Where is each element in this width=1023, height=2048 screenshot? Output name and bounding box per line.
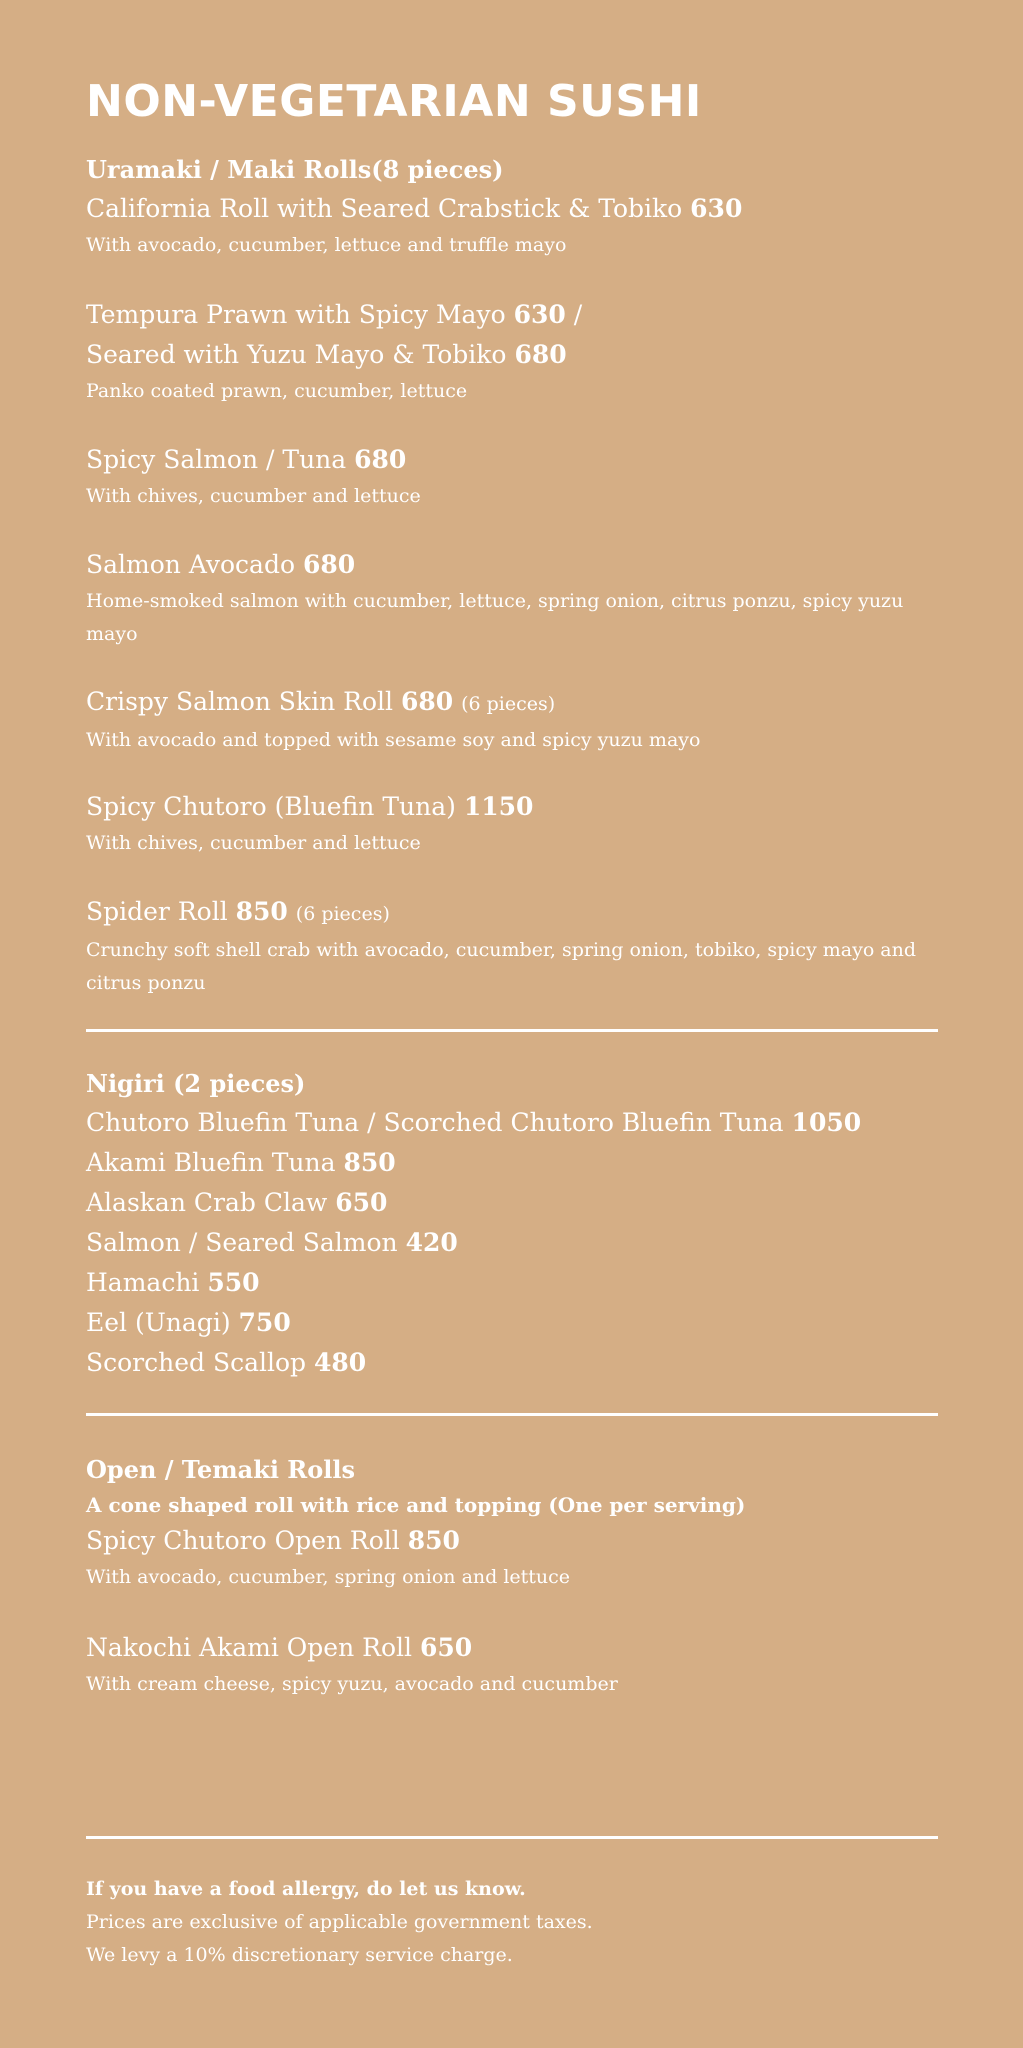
item-name: California Roll with Seared Crabstick & Tobiko [86,194,683,223]
menu-item-spicy-chutoro [86,787,938,860]
item-name: Akami Bluefin Tuna [86,1148,336,1177]
item-name: Spicy Chutoro Open Roll [86,1526,400,1555]
item-description: With chives, cucumber and lettuce [86,832,421,854]
item-line [86,1628,938,1668]
nigiri-item-scallop [86,1343,938,1383]
item-price: 1050 [791,1108,862,1137]
item-name: Scorched Scallop [86,1348,307,1377]
item-description: With chives, cucumber and lettuce [86,485,421,507]
item-price: 630 [690,194,743,223]
item-price: 630 [513,300,566,329]
menu-item-tempura-prawn [86,295,938,408]
item-price: 420 [405,1228,458,1257]
section-divider [86,1029,938,1032]
item-description: With avocado, cucumber, lettuce and truffle mayo [86,234,567,256]
item-name: Salmon / Seared Salmon [86,1228,398,1257]
item-price: 680 [354,445,407,474]
temaki-subheading: A cone shaped roll with rice and topping (One per serving) [86,1493,746,1517]
temaki-heading: Open / Temaki Rolls [86,1455,356,1484]
item-description: With cream cheese, spicy yuzu, avocado and cucumber [86,1673,618,1695]
nigiri-section [86,1065,938,1383]
item-description: Panko coated prawn, cucumber, lettuce [86,380,468,402]
section-divider [86,1413,938,1416]
item-line [86,892,938,934]
item-line [86,545,938,585]
item-name: Crispy Salmon Skin Roll [86,687,393,716]
item-name: Nakochi Akami Open Roll [86,1633,412,1662]
footer-notes [86,1873,938,1972]
nigiri-heading: Nigiri (2 pieces) [86,1069,306,1098]
item-price: 850 [343,1148,396,1177]
item-price: 680 [400,687,454,716]
item-name: Eel (Unagi) [86,1308,231,1337]
item-price-alternate: 680 [514,340,567,369]
item-price: 680 [302,550,356,579]
item-name: Tempura Prawn with Spicy Mayo [86,300,506,329]
item-name: Hamachi [86,1268,200,1297]
item-line [86,440,938,480]
item-price: 1150 [463,792,534,821]
temaki-item-nakochi-akami [86,1628,938,1701]
item-name: Spider Roll [86,897,228,926]
nigiri-item-crab-claw [86,1183,938,1223]
item-description: With avocado and topped with sesame soy and spicy yuzu mayo [86,729,701,751]
item-price: 750 [238,1308,291,1337]
item-portion-note: (6 pieces) [461,693,556,715]
menu-item-spicy-salmon-tuna [86,440,938,513]
item-price: 550 [207,1268,260,1297]
item-name: Salmon Avocado [86,550,296,579]
menu-item-salmon-avocado [86,545,938,651]
item-price: 850 [407,1526,460,1555]
item-description: With avocado, cucumber, spring onion and lettuce [86,1566,571,1588]
item-name-alternate: Seared with Yuzu Mayo & Tobiko [86,340,507,369]
uramaki-section [86,151,938,262]
nigiri-item-hamachi [86,1263,938,1303]
item-separator: / [573,300,583,329]
item-name: Alaskan Crab Claw [86,1188,328,1217]
tax-notice: Prices are exclusive of applicable government taxes. [86,1911,593,1933]
uramaki-heading: Uramaki / Maki Rolls(8 pieces) [86,155,504,184]
item-price: 480 [314,1348,367,1377]
item-line [86,682,938,724]
menu-item-crispy-salmon-skin [86,682,938,757]
item-line [86,787,938,827]
footer-divider [86,1836,938,1839]
item-price: 650 [335,1188,388,1217]
service-charge-notice: We levy a 10% discretionary service charge. [86,1944,513,1966]
item-name: Chutoro Bluefin Tuna / Scorched Chutoro Bluefin Tuna [86,1108,784,1137]
nigiri-item-salmon [86,1223,938,1263]
temaki-item-spicy-chutoro [86,1521,938,1561]
nigiri-item-eel [86,1303,938,1343]
page-title: NON-VEGETARIAN SUSHI [86,76,702,127]
item-line-alternate [86,335,938,375]
menu-item-california-roll [86,189,938,229]
nigiri-item-chutoro [86,1103,938,1143]
item-description: Home-smoked salmon with cucumber, lettuce, spring onion, citrus ponzu, spicy yuzu mayo [86,590,904,645]
item-name: Spicy Chutoro (Bluefin Tuna) [86,792,456,821]
temaki-section [86,1451,938,1594]
allergy-notice: If you have a food allergy, do let us know. [86,1878,526,1900]
item-price: 650 [419,1633,473,1662]
item-description: Crunchy soft shell crab with avocado, cucumber, spring onion, tobiko, spicy mayo and citrus ponzu [86,939,917,994]
item-name: Spicy Salmon / Tuna [86,445,347,474]
item-price: 850 [235,897,288,926]
item-portion-note: (6 pieces) [295,903,390,925]
item-line [86,295,938,335]
menu-item-spider-roll [86,892,938,1000]
nigiri-item-akami [86,1143,938,1183]
